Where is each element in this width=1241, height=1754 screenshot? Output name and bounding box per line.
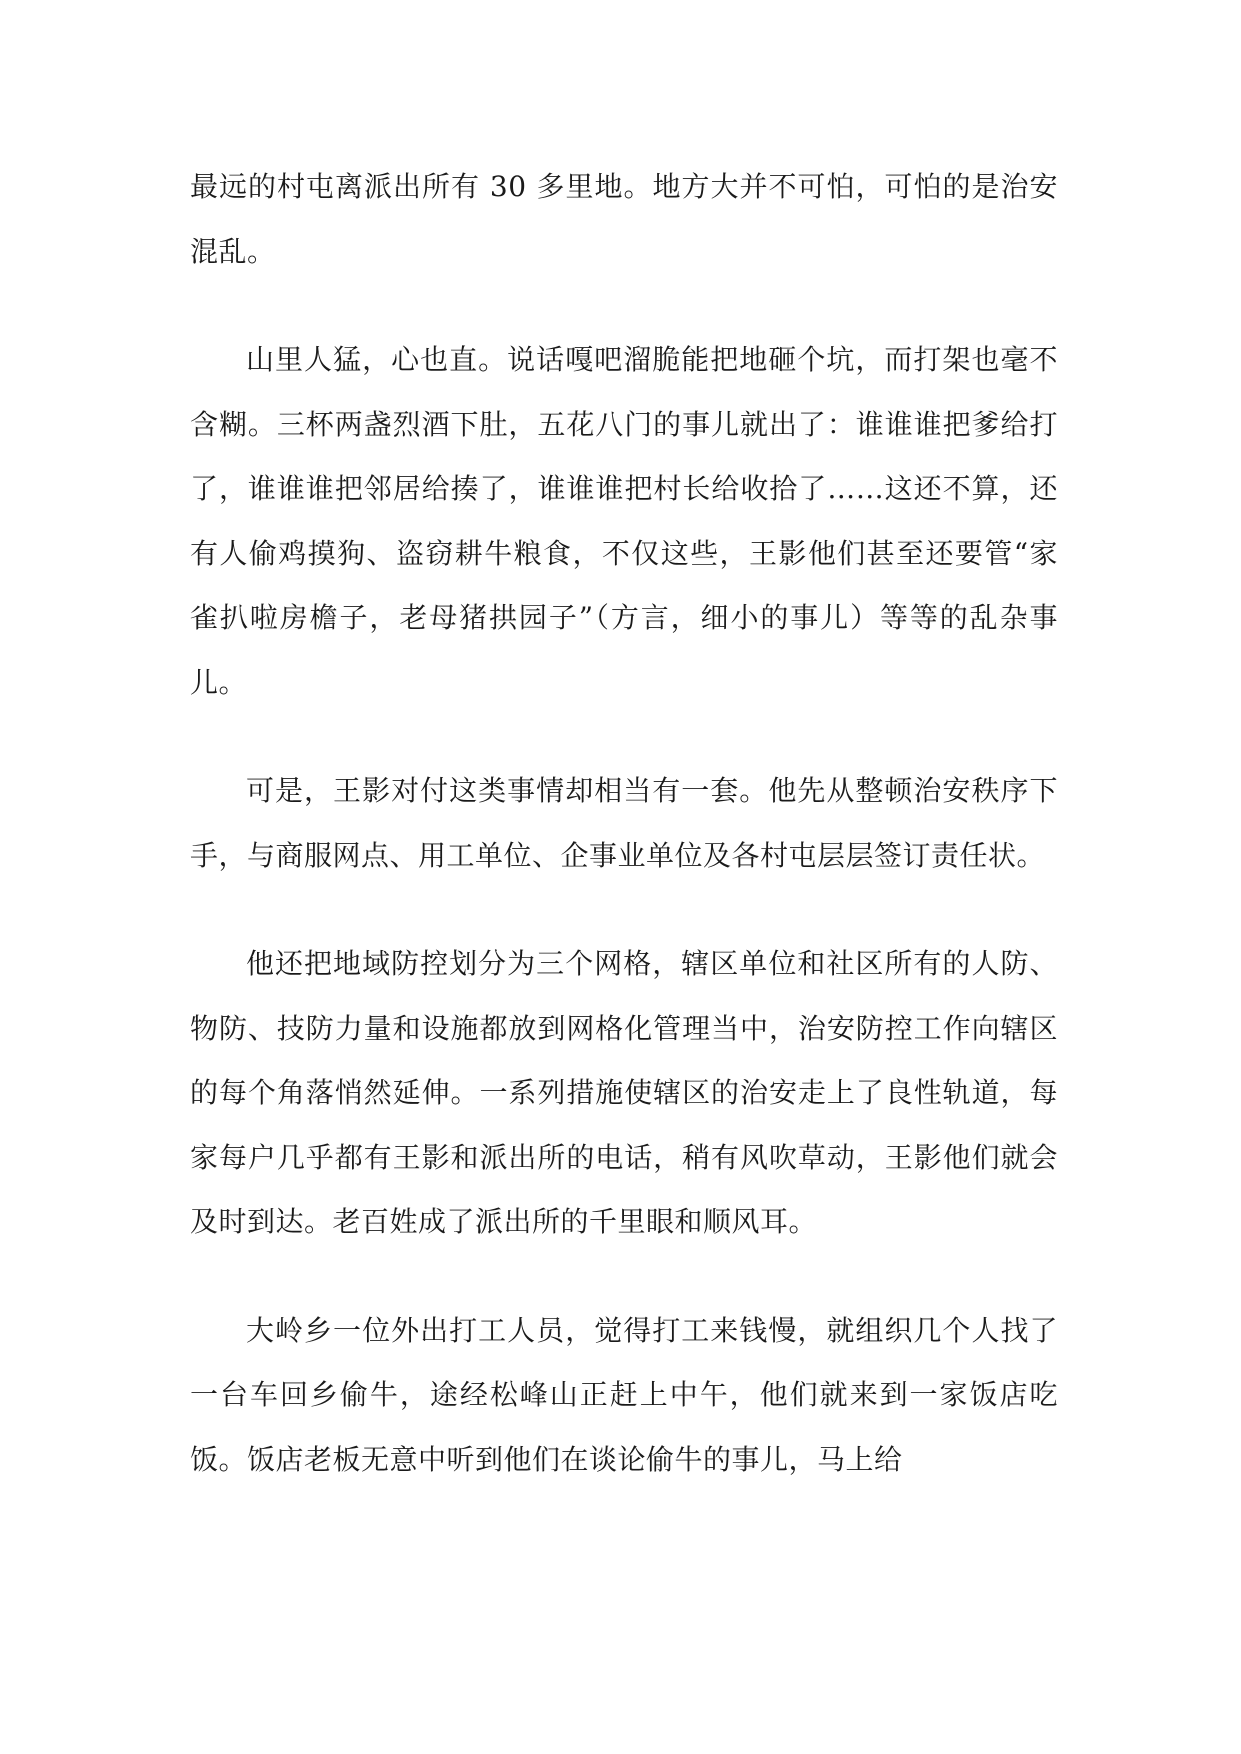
- article-body: [190, 155, 1058, 1536]
- paragraph: 可是，王影对付这类事情却相当有一套。他先从整顿治安秩序下手，与商服网点、用工单位、企事业单位及各村屯层层签订责任状。: [190, 774, 1058, 872]
- paragraph: 最远的村屯离派出所有 30 多里地。地方大并不可怕，可怕的是治安混乱。: [190, 170, 1058, 268]
- paragraph: 山里人猛，心也直。说话嘎吧溜脆能把地砸个坑，而打架也毫不含糊。三杯两盏烈酒下肚，五花八门的事儿就出了：谁谁谁把爹给打了，谁谁谁把邻居给揍了，谁谁谁把村长给收拾了……这还不算，还有人偷鸡摸狗、盗窃耕牛粮食，不仅这些，王影他们甚至还要管“家雀扒啦房檐子，老母猪拱园子”（方言，细小的事儿）等等的乱杂事儿。: [190, 343, 1058, 699]
- paragraph: 大岭乡一位外出打工人员，觉得打工来钱慢，就组织几个人找了一台车回乡偷牛，途经松峰山正赶上中午，他们就来到一家饭店吃饭。饭店老板无意中听到他们在谈论偷牛的事儿，马上给: [190, 1313, 1058, 1476]
- paragraph: 他还把地域防控划分为三个网格，辖区单位和社区所有的人防、物防、技防力量和设施都放到网格化管理当中，治安防控工作向辖区的每个角落悄然延伸。一系列措施使辖区的治安走上了良性轨道，每家每户几乎都有王影和派出所的电话，稍有风吹草动，王影他们就会及时到达。老百姓成了派出所的千里眼和顺风耳。: [190, 947, 1058, 1238]
